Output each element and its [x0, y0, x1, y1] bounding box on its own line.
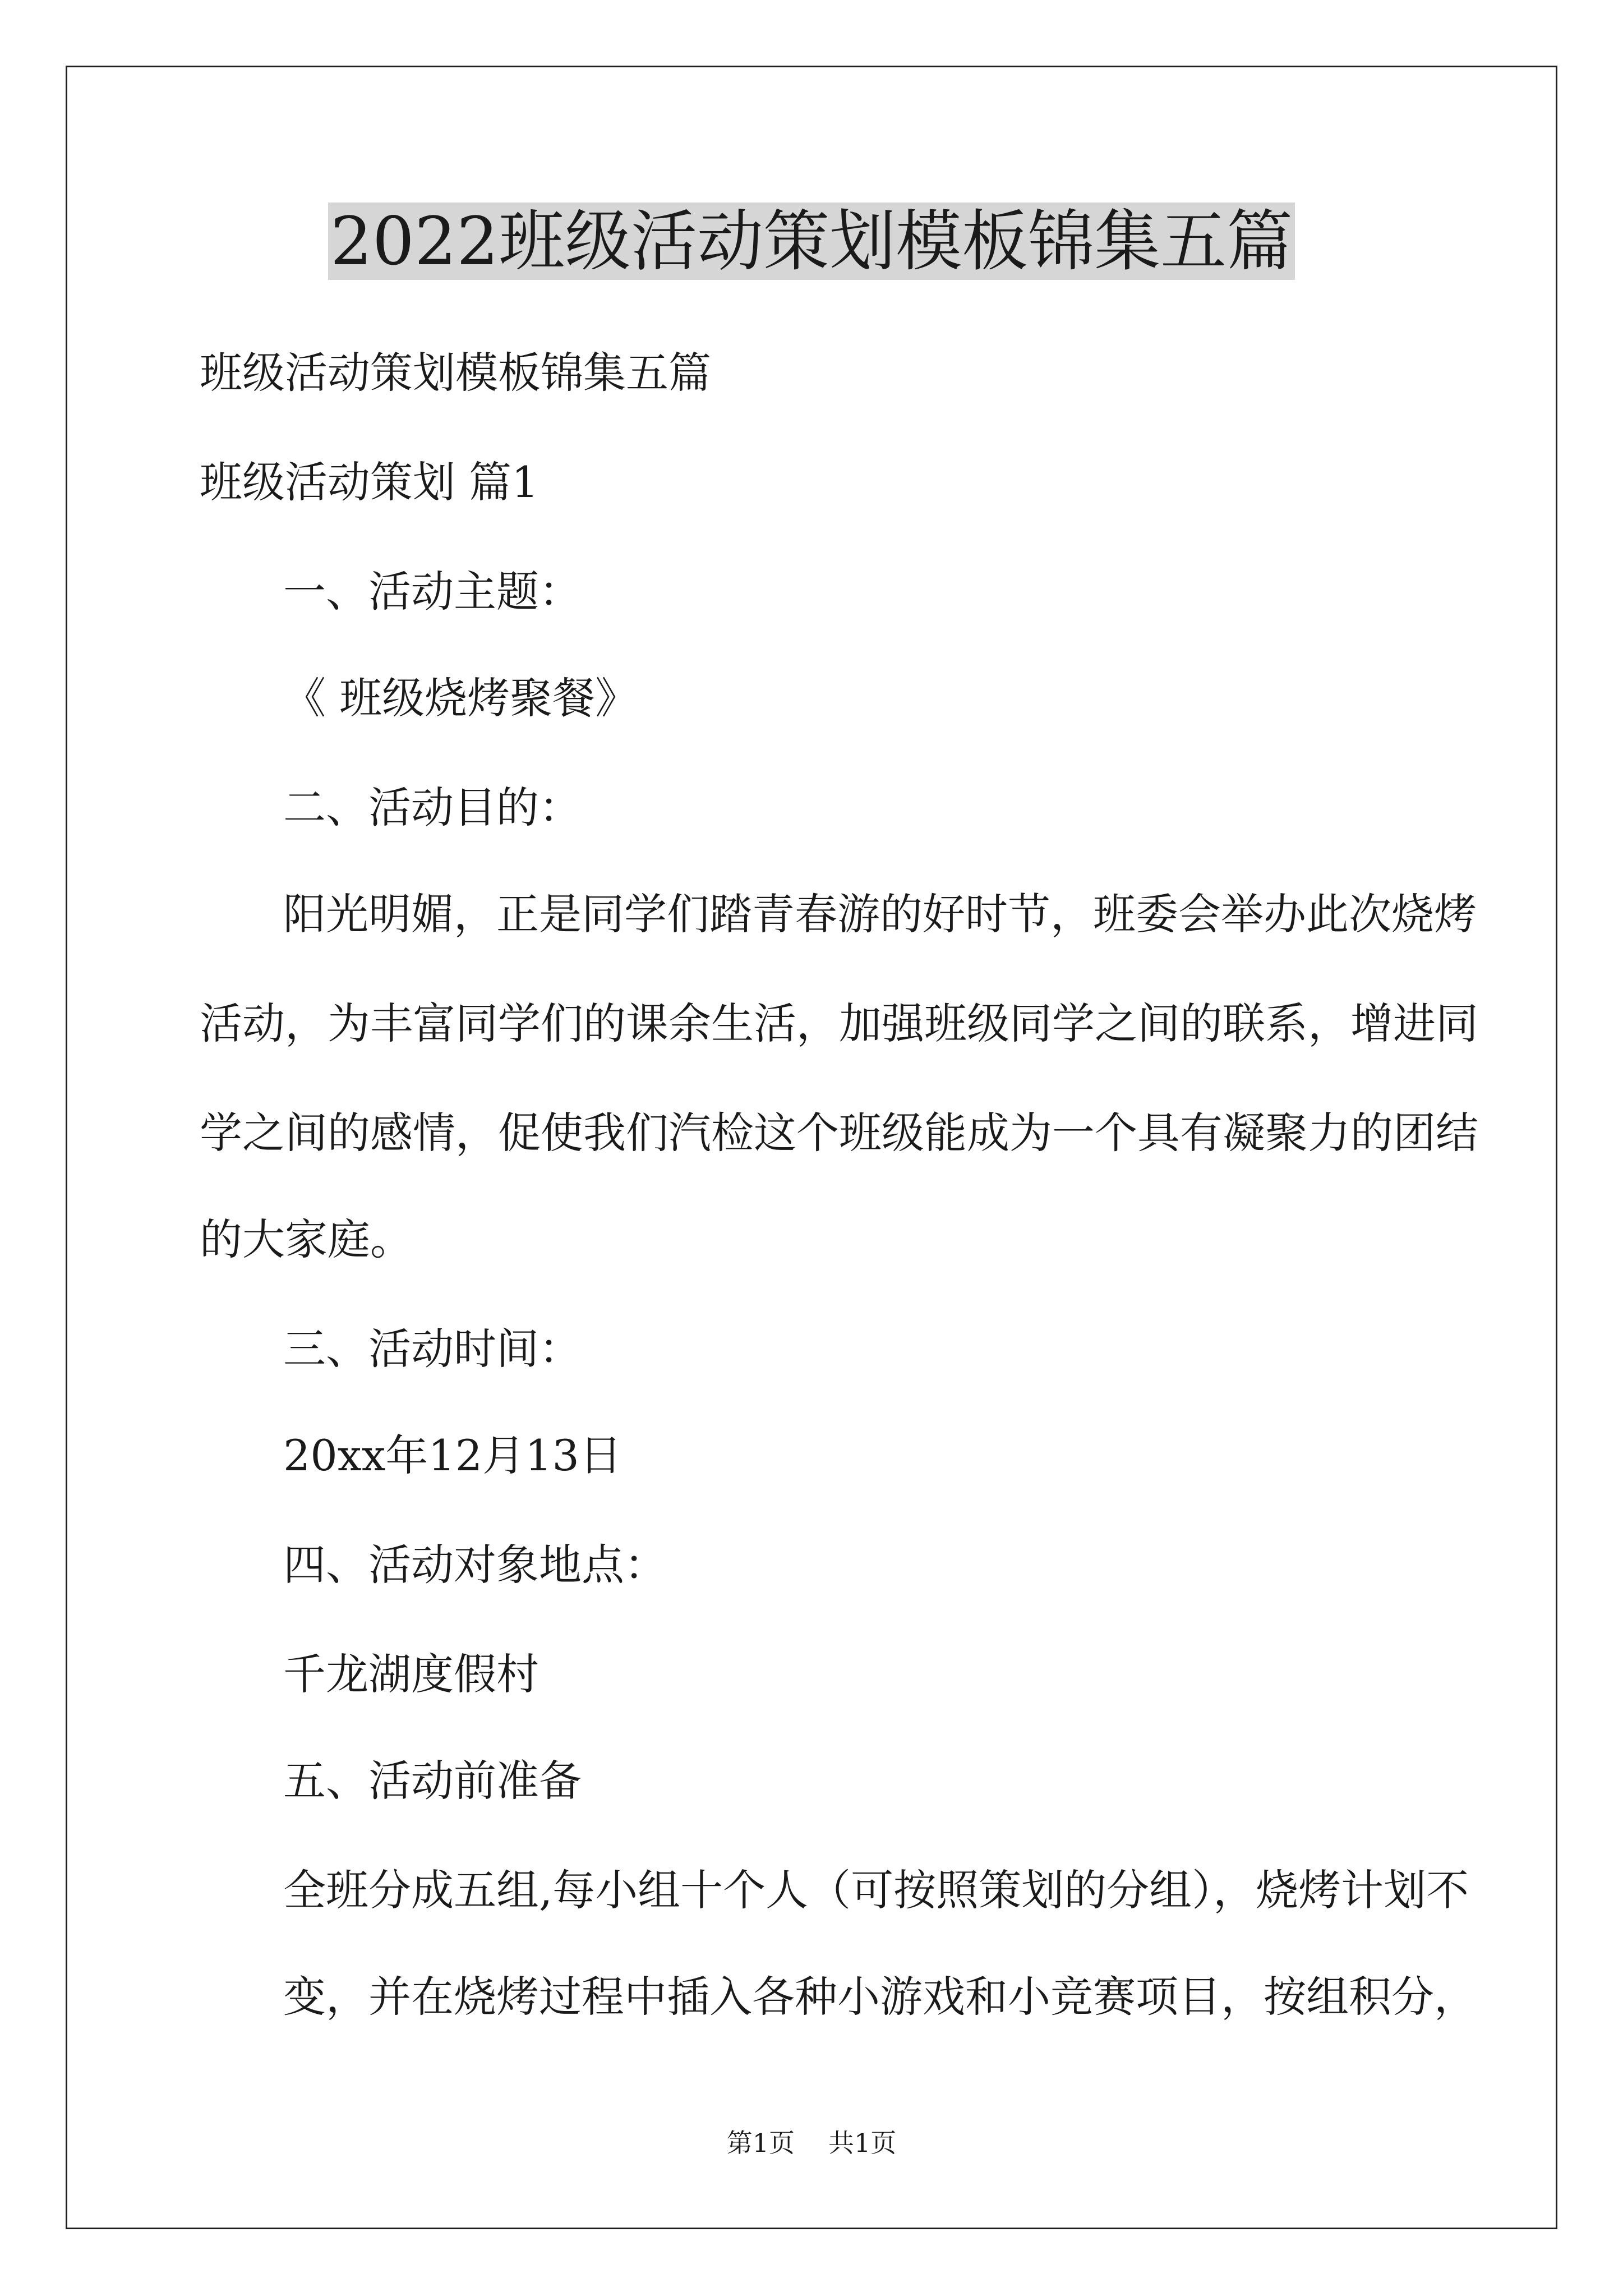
- paragraph-line: 的大家庭。: [200, 1214, 413, 1264]
- page-footer: [0, 2126, 1623, 2160]
- paragraph-line: 千龙湖度假村: [283, 1649, 539, 1699]
- paragraph-line: 一、活动主题：: [283, 567, 582, 616]
- paragraph-line: 20xx年12月13日: [283, 1430, 622, 1480]
- section-heading: 班级活动策划 篇1: [200, 457, 539, 507]
- paragraph-line: 全班分成五组,每小组十个人（可按照策划的分组），烧烤计划不: [283, 1865, 1469, 1915]
- paragraph-line: 五、活动前准备: [283, 1756, 582, 1806]
- paragraph-line: 变，并在烧烤过程中插入各种小游戏和小竞赛项目，按组积分，: [283, 1972, 1477, 2022]
- paragraph-line: 《 班级烧烤聚餐》: [283, 673, 638, 723]
- paragraph-line: 二、活动目的：: [283, 783, 582, 832]
- document-title-text: 2022班级活动策划模板锦集五篇: [328, 203, 1295, 280]
- subtitle-line: 班级活动策划模板锦集五篇: [200, 348, 711, 398]
- document-title: [0, 199, 1623, 283]
- paragraph-line: 三、活动时间：: [283, 1324, 582, 1374]
- paragraph-line: 阳光明媚，正是同学们踏青春游的好时节，班委会举办此次烧烤: [283, 889, 1477, 939]
- page-total: 共1页: [828, 2128, 897, 2158]
- paragraph-line: 学之间的感情，促使我们汽检这个班级能成为一个具有凝聚力的团结: [200, 1108, 1478, 1158]
- page-number: 第1页: [726, 2128, 795, 2158]
- paragraph-line: 四、活动对象地点：: [283, 1540, 667, 1590]
- paragraph-line: 活动，为丰富同学们的课余生活，加强班级同学之间的联系，增进同: [200, 999, 1478, 1048]
